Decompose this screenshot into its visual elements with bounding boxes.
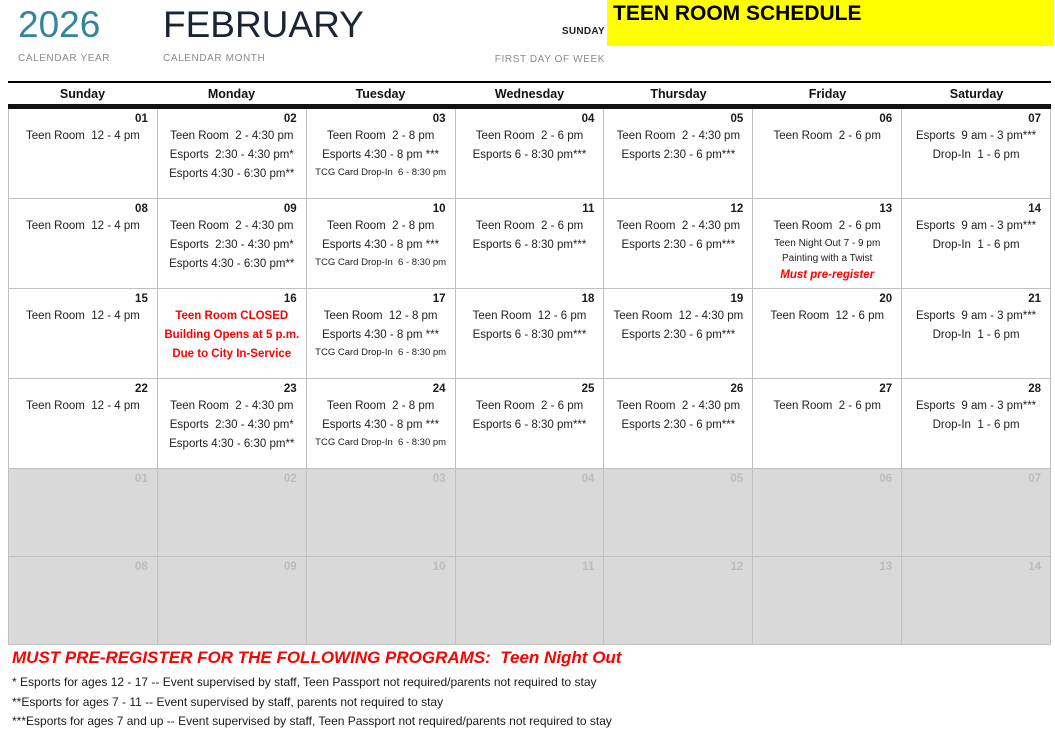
- event-text: Teen Room 2 - 8 pm: [326, 400, 435, 412]
- overflow-day-number: 05: [730, 473, 744, 485]
- calendar-day-01[interactable]: [9, 109, 158, 199]
- overflow-day-14[interactable]: [902, 557, 1051, 645]
- overflow-day-03[interactable]: [307, 469, 456, 557]
- event-text: Teen Room 2 - 6 pm: [475, 400, 584, 412]
- event-text: Due to City In-Service: [172, 348, 292, 360]
- event-text: Drop-In 1 - 6 pm: [932, 149, 1020, 161]
- event-text: Esports 9 am - 3 pm***: [915, 220, 1037, 232]
- day-header-saturday: Saturday: [949, 87, 1004, 101]
- overflow-day-number: 07: [1028, 473, 1041, 485]
- event-text: Teen Room 2 - 8 pm: [326, 130, 435, 142]
- overflow-day-08[interactable]: [9, 557, 158, 645]
- calendar-year-label: CALENDAR YEAR: [18, 53, 111, 64]
- calendar-month-value: FEBRUARY: [163, 4, 364, 45]
- day-number: 23: [283, 383, 297, 395]
- day-header-thursday: Thursday: [650, 87, 707, 101]
- calendar-day-05[interactable]: [604, 109, 753, 199]
- day-number: 16: [283, 293, 297, 305]
- day-number: 14: [1028, 203, 1041, 215]
- event-text: Teen Room 12 - 6 pm: [770, 310, 885, 322]
- day-header-sunday: Sunday: [59, 87, 106, 101]
- footer: [12, 648, 1042, 732]
- pre-register-heading: MUST PRE-REGISTER FOR THE FOLLOWING PROGRAMS: Teen Night Out: [12, 648, 622, 667]
- event-text: TCG Card Drop-In 6 - 8:30 pm: [315, 437, 447, 448]
- day-number: 04: [581, 113, 595, 125]
- footnote: ***Esports for ages 7 and up -- Event supervised by staff, Teen Passport not required/parents not required to stay: [12, 714, 612, 728]
- event-text: Teen Room 2 - 8 pm: [326, 220, 435, 232]
- event-text: Teen Night Out 7 - 9 pm: [774, 238, 881, 249]
- overflow-day-number: 13: [879, 561, 893, 573]
- event-text: Teen Room 2 - 4:30 pm: [616, 220, 741, 232]
- event-text: Esports 2:30 - 4:30 pm*: [169, 419, 294, 431]
- day-number: 15: [135, 293, 148, 305]
- event-text: Teen Room 12 - 8 pm: [323, 310, 438, 322]
- calendar-year-value: 2026: [18, 4, 101, 45]
- calendar-month-label: CALENDAR MONTH: [163, 53, 266, 64]
- day-number: 08: [135, 203, 148, 215]
- day-number: 07: [1028, 113, 1041, 125]
- event-text: Esports 9 am - 3 pm***: [915, 130, 1037, 142]
- event-text: Teen Room 2 - 6 pm: [475, 130, 584, 142]
- event-text: Teen Room 2 - 6 pm: [773, 400, 881, 412]
- event-text: Teen Room 12 - 4 pm: [26, 400, 140, 412]
- calendar-day-13[interactable]: [753, 199, 902, 289]
- overflow-day-02[interactable]: [158, 469, 307, 557]
- event-text: Esports 2:30 - 6 pm***: [621, 419, 736, 431]
- day-header-tuesday: Tuesday: [355, 87, 406, 101]
- calendar-day-28[interactable]: [902, 379, 1051, 469]
- event-text: Esports 4:30 - 8 pm ***: [322, 419, 440, 431]
- calendar-day-26[interactable]: [604, 379, 753, 469]
- day-number: 06: [879, 113, 893, 125]
- calendar-day-09[interactable]: [158, 199, 307, 289]
- event-text: Teen Room 2 - 4:30 pm: [170, 400, 294, 412]
- day-number: 26: [730, 383, 744, 395]
- event-text: Esports 4:30 - 8 pm ***: [322, 329, 440, 341]
- calendar-day-12[interactable]: [604, 199, 753, 289]
- day-number: 20: [879, 293, 893, 305]
- event-text: Esports 2:30 - 6 pm***: [621, 149, 736, 161]
- footnote: **Esports for ages 7 - 11 -- Event supervised by staff, parents not required to stay: [12, 694, 444, 709]
- day-number: 19: [730, 293, 744, 305]
- overflow-day-number: 01: [135, 473, 148, 485]
- event-text: Teen Room CLOSED: [175, 310, 289, 322]
- event-text: Must pre-register: [780, 269, 875, 281]
- event-text: Esports 4:30 - 6:30 pm**: [169, 438, 295, 450]
- event-text: TCG Card Drop-In 6 - 8:30 pm: [315, 167, 447, 178]
- overflow-day-number: 03: [432, 473, 446, 485]
- event-text: Teen Room 2 - 4:30 pm: [170, 130, 294, 142]
- calendar-day-06[interactable]: [753, 109, 902, 199]
- calendar-day-19[interactable]: [604, 289, 753, 379]
- event-text: Esports 4:30 - 6:30 pm**: [169, 168, 295, 180]
- calendar-day-23[interactable]: [158, 379, 307, 469]
- day-number: 02: [283, 113, 297, 125]
- event-text: Esports 2:30 - 4:30 pm*: [169, 239, 294, 251]
- event-text: Building Opens at 5 p.m.: [164, 329, 300, 341]
- event-text: Painting with a Twist: [782, 253, 873, 264]
- day-number: 18: [581, 293, 595, 305]
- calendar-day-15[interactable]: [9, 289, 158, 379]
- day-header-friday: Friday: [808, 87, 847, 101]
- overflow-day-number: 09: [283, 561, 297, 573]
- overflow-day-number: 11: [582, 561, 595, 573]
- day-header-row: [8, 81, 1051, 104]
- overflow-day-07[interactable]: [902, 469, 1051, 557]
- day-number: 12: [730, 203, 744, 215]
- calendar-day-27[interactable]: [753, 379, 902, 469]
- day-number: 25: [581, 383, 595, 395]
- calendar-day-10[interactable]: [307, 199, 456, 289]
- event-text: Teen Room 12 - 4:30 pm: [613, 310, 744, 322]
- first-day-of-week-value: SUNDAY: [561, 26, 605, 37]
- calendar-table: [8, 81, 1051, 645]
- calendar-day-21[interactable]: [902, 289, 1051, 379]
- calendar-day-08[interactable]: [9, 199, 158, 289]
- calendar-day-04[interactable]: [456, 109, 605, 199]
- overflow-day-09[interactable]: [158, 557, 307, 645]
- event-text: Teen Room 2 - 4:30 pm: [616, 130, 741, 142]
- day-header-monday: Monday: [207, 87, 256, 101]
- overflow-day-number: 04: [581, 473, 595, 485]
- event-text: Esports 6 - 8:30 pm***: [472, 419, 587, 431]
- calendar-day-17[interactable]: [307, 289, 456, 379]
- day-number: 24: [432, 383, 446, 395]
- day-number: 10: [432, 203, 446, 215]
- overflow-day-number: 12: [730, 561, 744, 573]
- calendar-day-02[interactable]: [158, 109, 307, 199]
- day-number: 28: [1028, 383, 1041, 395]
- calendar-day-24[interactable]: [307, 379, 456, 469]
- overflow-day-number: 14: [1028, 561, 1041, 573]
- event-text: Esports 2:30 - 6 pm***: [621, 329, 736, 341]
- overflow-day-number: 08: [135, 561, 148, 573]
- overflow-day-number: 02: [283, 473, 297, 485]
- calendar-day-16[interactable]: [158, 289, 307, 379]
- event-text: Teen Room 2 - 6 pm: [773, 220, 881, 232]
- calendar-grid: [8, 109, 1051, 645]
- calendar-day-22[interactable]: [9, 379, 158, 469]
- day-number: 27: [879, 383, 893, 395]
- overflow-day-04[interactable]: [456, 469, 605, 557]
- calendar-day-11[interactable]: [456, 199, 605, 289]
- day-number: 09: [283, 203, 297, 215]
- first-day-of-week-label: FIRST DAY OF WEEK: [494, 54, 605, 65]
- overflow-day-13[interactable]: [753, 557, 902, 645]
- event-text: Esports 2:30 - 6 pm***: [621, 239, 736, 251]
- day-header-wednesday: Wednesday: [494, 87, 565, 101]
- calendar-day-20[interactable]: [753, 289, 902, 379]
- overflow-day-12[interactable]: [604, 557, 753, 645]
- calendar-day-25[interactable]: [456, 379, 605, 469]
- event-text: Esports 9 am - 3 pm***: [915, 310, 1037, 322]
- event-text: Esports 2:30 - 4:30 pm*: [169, 149, 294, 161]
- event-text: Teen Room 2 - 4:30 pm: [170, 220, 294, 232]
- overflow-day-06[interactable]: [753, 469, 902, 557]
- overflow-day-10[interactable]: [307, 557, 456, 645]
- event-text: Teen Room 2 - 4:30 pm: [616, 400, 741, 412]
- overflow-day-11[interactable]: [456, 557, 605, 645]
- event-text: Drop-In 1 - 6 pm: [932, 239, 1020, 251]
- event-text: Esports 9 am - 3 pm***: [915, 400, 1037, 412]
- event-text: Teen Room 12 - 4 pm: [26, 220, 140, 232]
- event-text: Teen Room 2 - 6 pm: [773, 130, 881, 142]
- day-number: 01: [135, 113, 148, 125]
- calendar-day-14[interactable]: [902, 199, 1051, 289]
- overflow-day-number: 10: [432, 561, 446, 573]
- event-text: Drop-In 1 - 6 pm: [932, 329, 1020, 341]
- day-number: 21: [1028, 293, 1041, 305]
- event-text: Esports 6 - 8:30 pm***: [472, 239, 587, 251]
- event-text: Teen Room 2 - 6 pm: [475, 220, 584, 232]
- day-number: 22: [135, 383, 148, 395]
- day-number: 13: [879, 203, 893, 215]
- event-text: Esports 6 - 8:30 pm***: [472, 149, 587, 161]
- calendar-day-18[interactable]: [456, 289, 605, 379]
- overflow-day-number: 06: [879, 473, 893, 485]
- event-text: TCG Card Drop-In 6 - 8:30 pm: [315, 347, 447, 358]
- day-number: 17: [432, 293, 446, 305]
- event-text: Teen Room 12 - 6 pm: [472, 310, 587, 322]
- event-text: Drop-In 1 - 6 pm: [932, 419, 1020, 431]
- day-number: 11: [582, 203, 595, 215]
- event-text: Esports 4:30 - 8 pm ***: [322, 149, 440, 161]
- overflow-day-05[interactable]: [604, 469, 753, 557]
- event-text: Teen Room 12 - 4 pm: [26, 310, 140, 322]
- calendar-day-07[interactable]: [902, 109, 1051, 199]
- event-text: Esports 4:30 - 6:30 pm**: [169, 258, 295, 270]
- footnotes: [12, 673, 1042, 732]
- footnote: * Esports for ages 12 - 17 -- Event supervised by staff, Teen Passport not required/parents not required to stay: [12, 675, 597, 689]
- event-text: Esports 4:30 - 8 pm ***: [322, 239, 440, 251]
- overflow-day-01[interactable]: [9, 469, 158, 557]
- event-text: Teen Room 12 - 4 pm: [26, 130, 140, 142]
- day-number: 03: [432, 113, 446, 125]
- day-number: 05: [730, 113, 744, 125]
- banner-title: TEEN ROOM SCHEDULE: [613, 2, 862, 25]
- calendar-day-03[interactable]: [307, 109, 456, 199]
- teen-room-schedule-banner: [607, 0, 1054, 46]
- event-text: TCG Card Drop-In 6 - 8:30 pm: [315, 257, 447, 268]
- event-text: Esports 6 - 8:30 pm***: [472, 329, 587, 341]
